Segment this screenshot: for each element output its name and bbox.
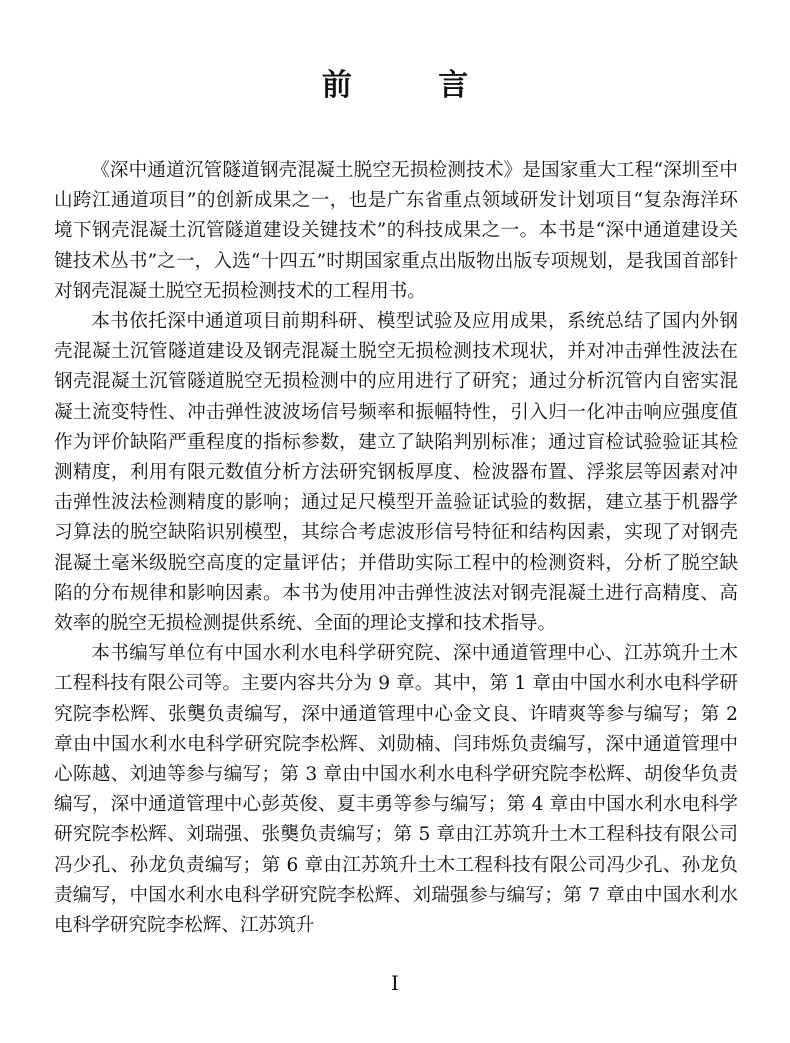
- page-number: I: [391, 971, 399, 995]
- paragraph-1: 《深中通道沉管隧道钢壳混凝土脱空无损检测技术》是国家重大工程“深圳至中山跨江通道项目”的创新成果之一，也是广东省重点领域研发计划项目“复杂海洋环境下钢壳混凝土沉管隧道建设关键技术”的科技成果之一。本书是“深中通道建设关键技术丛书”之一，入选“十四五”时期国家重点出版物出版专项规划，是我国首部针对钢壳混凝土脱空无损检测技术的工程用书。: [54, 160, 738, 302]
- paragraph-2: 本书依托深中通道项目前期科研、模型试验及应用成果，系统总结了国内外钢壳混凝土沉管隧道建设及钢壳混凝土脱空无损检测技术现状，并对冲击弹性波法在钢壳混凝土沉管隧道脱空无损检测中的应用进行了研究；通过分析沉管内自密实混凝土流变特性、冲击弹性波波场信号频率和振幅特性，引入归一化冲击响应强度值作为评价缺陷严重程度的指标参数，建立了缺陷判别标准；通过盲检试验验证其检测精度，利用有限元数值分析方法研究钢板厚度、检波器布置、浮浆层等因素对冲击弹性波法检测精度的影响；通过足尺模型开盖验证试验的数据，建立基于机器学习算法的脱空缺陷识别模型，其综合考虑波形信号特征和结构因素，实现了对钢壳混凝土毫米级脱空高度的定量评估；并借助实际工程中的检测资料，分析了脱空缺陷的分布规律和影响因素。本书为使用冲击弹性波法对钢壳混凝土进行高精度、高效率的脱空无损检测提供系统、全面的理论支撑和技术指导。: [54, 311, 738, 635]
- paragraph-3: 本书编写单位有中国水利水电科学研究院、深中通道管理中心、江苏筑升土木工程科技有限公司等。主要内容共分为 9 章。其中，第 1 章由中国水利水电科学研究院李松辉、张龑负责编写，深中通道管理中心金文良、许晴爽等参与编写；第 2 章由中国水利水电科学研究院李松辉、刘勋楠、闫玮烁负责编写，深中通道管理中心陈越、刘迪等参与编写；第 3 章由中国水利水电科学研究院李松辉、胡俊华负责编写，深中通道管理中心彭英俊、夏丰勇等参与编写；第 4 章由中国水利水电科学研究院李松辉、刘瑞强、张龑负责编写；第 5 章由江苏筑升土木工程科技有限公司冯少孔、孙龙负责编写；第 6 章由江苏筑升土木工程科技有限公司冯少孔、孙龙负责编写，中国水利水电科学研究院李松辉、刘瑞强参与编写；第 7 章由中国水利水电科学研究院李松辉、江苏筑升: [54, 643, 738, 937]
- body-text: [54, 156, 738, 941]
- page-title: 前 言: [321, 68, 507, 103]
